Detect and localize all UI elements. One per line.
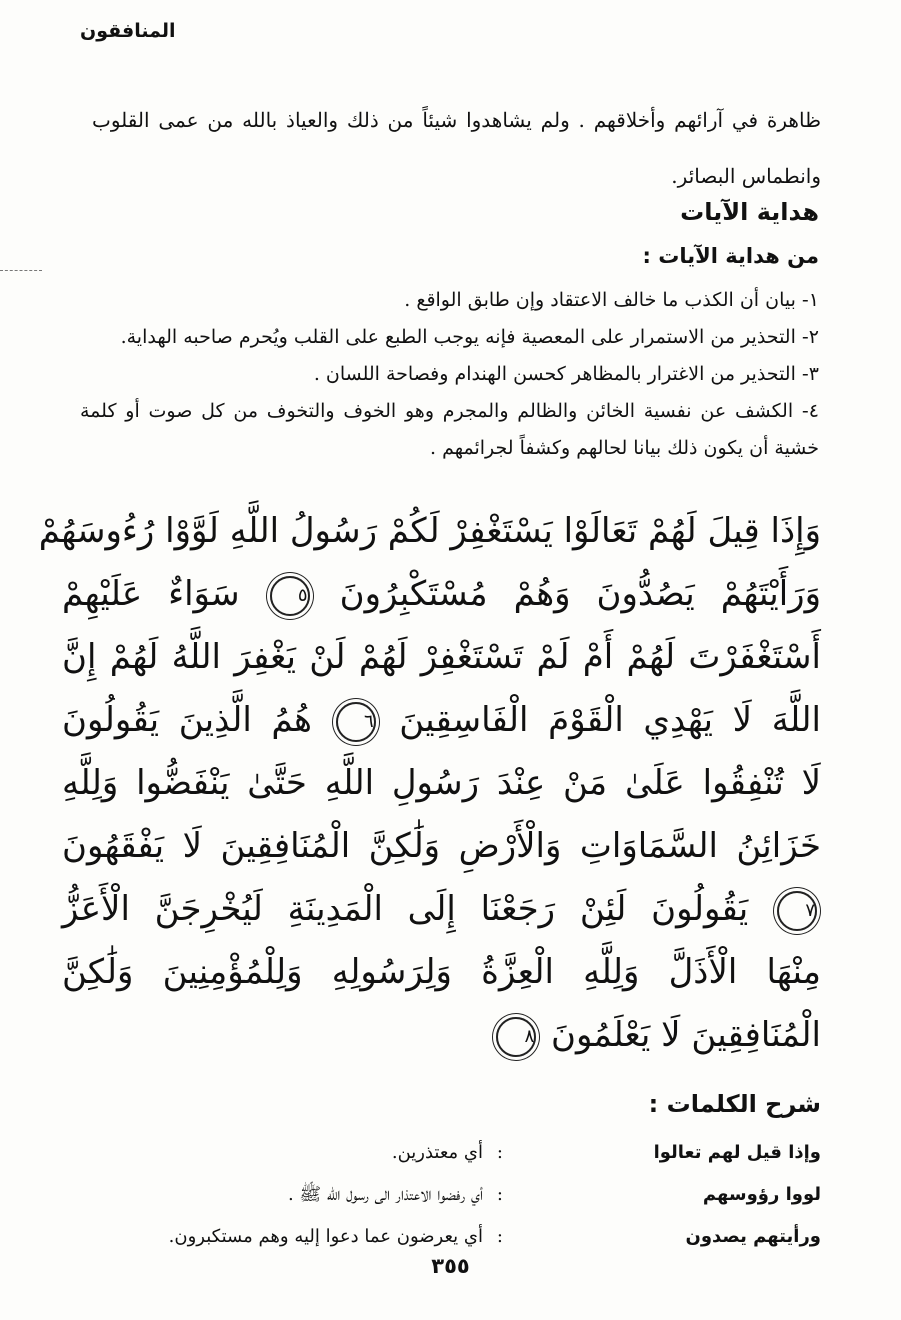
benefit-number: ٤- (801, 400, 819, 422)
quran-line (38, 500, 821, 563)
quran-verses (38, 500, 822, 1067)
verse-text: خَزَائِنُ السَّمَاوَاتِ وَالْأَرْضِ وَلَٰكِنَّ الْمُنَافِقِينَ لَا يَفْقَهُونَ (62, 826, 821, 866)
running-head: المنافقون (80, 20, 176, 42)
glossary-colon: : (496, 1142, 503, 1163)
glossary-colon: : (496, 1226, 503, 1247)
quran-line (62, 1004, 821, 1067)
quran-line (62, 752, 821, 815)
quran-line (62, 563, 821, 626)
quran-line (62, 689, 821, 752)
glossary-meaning: أي معتذرين. (391, 1142, 483, 1163)
glossary-list (80, 1134, 821, 1260)
verse-text: لَا تُنْفِقُوا عَلَىٰ مَنْ عِنْدَ رَسُولِ اللَّهِ حَتَّىٰ يَنْفَضُّوا وَلِلَّهِ (62, 763, 821, 803)
margin-mark (0, 270, 42, 271)
benefit-number: ٣- (801, 363, 819, 385)
glossary-row (80, 1134, 821, 1176)
ayah-number-mark: ٧ (777, 891, 817, 931)
benefit-text: التحذير من الاستمرار على المعصية فإنه يوجب الطبع على القلب ويُحرم صاحبه الهداية. (120, 326, 796, 348)
verse-text: هُمُ الَّذِينَ يَقُولُونَ (62, 700, 312, 740)
verse-text: أَسْتَغْفَرْتَ لَهُمْ أَمْ لَمْ تَسْتَغْفِرْ لَهُمْ لَنْ يَغْفِرَ اللَّهُ لَهُمْ إِنَّ (62, 637, 821, 677)
benefit-item (80, 319, 819, 356)
quran-line (62, 878, 821, 941)
glossary-row (80, 1176, 821, 1218)
benefit-number: ١- (801, 289, 819, 311)
benefit-text: بيان أن الكذب ما خالف الاعتقاد وإن طابق الواقع . (404, 289, 796, 311)
quran-line (62, 815, 821, 878)
benefit-text: الكشف عن نفسية الخائن والظالم والمجرم وهو الخوف والتخوف من كل صوت أو كلمة خشية أن يكون ذلك بيانا لحالهم وكشفاً لجرائمهم . (80, 400, 819, 459)
benefit-number: ٢- (801, 326, 819, 348)
page-number: ٣٥٥ (431, 1254, 470, 1278)
verse-text: سَوَاءٌ عَلَيْهِمْ (62, 574, 240, 614)
benefit-item (80, 393, 819, 467)
verse-text: يَقُولُونَ لَئِنْ رَجَعْنَا إِلَى الْمَدِينَةِ لَيُخْرِجَنَّ الْأَعَزُّ (62, 889, 749, 929)
glossary-term: لووا رؤوسهم (702, 1184, 821, 1205)
intro-paragraph: ظاهرة في آرائهم وأخلاقهم . ولم يشاهدوا شيئاً من ذلك والعياذ بالله من عمى القلوب وانطماس البصائر. (92, 108, 821, 188)
glossary-heading: شرح الكلمات : (648, 1090, 821, 1118)
ayah-number-mark: ٨ (496, 1017, 536, 1057)
benefits-list (80, 282, 819, 467)
section-subheading: من هداية الآيات : (642, 244, 819, 268)
verse-text: اللَّهَ لَا يَهْدِي الْقَوْمَ الْفَاسِقِينَ (399, 700, 821, 740)
glossary-meaning: أي يعرضون عما دعوا إليه وهم مستكبرون. (168, 1226, 483, 1247)
section-heading-hidayah: هداية الآيات (680, 198, 819, 226)
quran-line (62, 626, 821, 689)
glossary-meaning: أي رفضوا الاعتذار الى رسول الله ﷺ . (287, 1184, 483, 1205)
benefit-text: التحذير من الاغترار بالمظاهر كحسن الهندام وفصاحة اللسان . (313, 363, 796, 385)
quran-line (62, 941, 821, 1004)
glossary-term: ورأيتهم يصدون (685, 1226, 821, 1247)
verse-text: الْمُنَافِقِينَ لَا يَعْلَمُونَ (551, 1015, 821, 1055)
verse-text: وَإِذَا قِيلَ لَهُمْ تَعَالَوْا يَسْتَغْفِرْ لَكُمْ رَسُولُ اللَّهِ لَوَّوْا رُءُوسَهُمْ (38, 511, 821, 551)
ayah-number-mark: ٦ (336, 702, 376, 742)
ayah-number-mark: ٥ (270, 576, 310, 616)
glossary-term: وإذا قيل لهم تعالوا (653, 1142, 821, 1163)
benefit-item (80, 356, 819, 393)
benefit-item (80, 282, 819, 319)
verse-text: مِنْهَا الْأَذَلَّ وَلِلَّهِ الْعِزَّةُ وَلِرَسُولِهِ وَلِلْمُؤْمِنِينَ وَلَٰكِنَّ (62, 952, 821, 992)
glossary-colon: : (496, 1184, 503, 1205)
verse-text: وَرَأَيْتَهُمْ يَصُدُّونَ وَهُمْ مُسْتَكْبِرُونَ (339, 574, 822, 614)
